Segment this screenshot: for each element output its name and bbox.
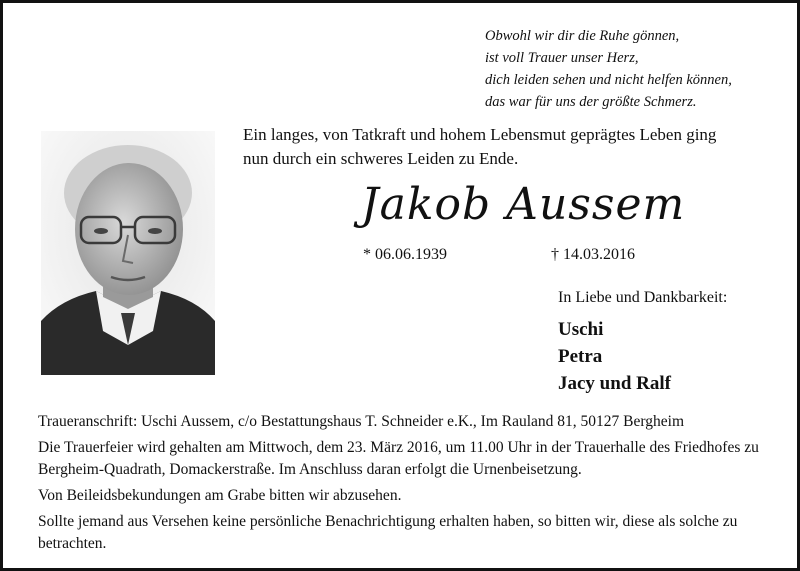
funeral-details: [38, 411, 773, 559]
mourning-address: Traueranschrift: Uschi Aussem, c/o Bestattungshaus T. Schneider e.K., Im Rauland 81, 50127 Bergheim: [38, 413, 685, 430]
ceremony-info: Die Trauerfeier wird gehalten am Mittwoch, dem 23. März 2016, um 11.00 Uhr in der Trauerhalle des Friedhofes zu Bergheim-Quadrath, Domackerstraße. Im Anschluss daran erfolgt die Urnenbeisetzung.: [38, 439, 759, 478]
poem: [485, 25, 785, 113]
poem-line: dich leiden sehen und nicht helfen können,: [485, 72, 732, 88]
mourners-list: [558, 316, 671, 397]
mourner-name: Jacy und Ralf: [558, 373, 671, 394]
poem-line: ist voll Trauer unser Herz,: [485, 50, 639, 66]
poem-line: das war für uns der größte Schmerz.: [485, 94, 697, 110]
intro-text: [243, 123, 773, 171]
portrait-photo: [41, 131, 215, 375]
birth-date: * 06.06.1939: [363, 246, 447, 263]
condolences-note: Von Beileidsbekundungen am Grabe bitten wir abzusehen.: [38, 487, 402, 504]
mourner-name: Uschi: [558, 319, 604, 340]
portrait-photo-graphic: [41, 131, 215, 375]
deceased-name: Jakob Aussem: [361, 179, 686, 230]
intro-line: Ein langes, von Tatkraft und hohem Lebensmut geprägtes Leben ging: [243, 125, 717, 144]
intro-line: nun durch ein schweres Leiden zu Ende.: [243, 149, 519, 168]
mourner-name: Petra: [558, 346, 603, 367]
poem-line: Obwohl wir dir die Ruhe gönnen,: [485, 28, 680, 44]
notification-note: Sollte jemand aus Versehen keine persönliche Benachrichtigung erhalten haben, so bitten wir, diese als solche zu betrachten.: [38, 513, 738, 552]
mourners-intro: In Liebe und Dankbarkeit:: [558, 289, 728, 306]
death-date: † 14.03.2016: [551, 246, 635, 263]
